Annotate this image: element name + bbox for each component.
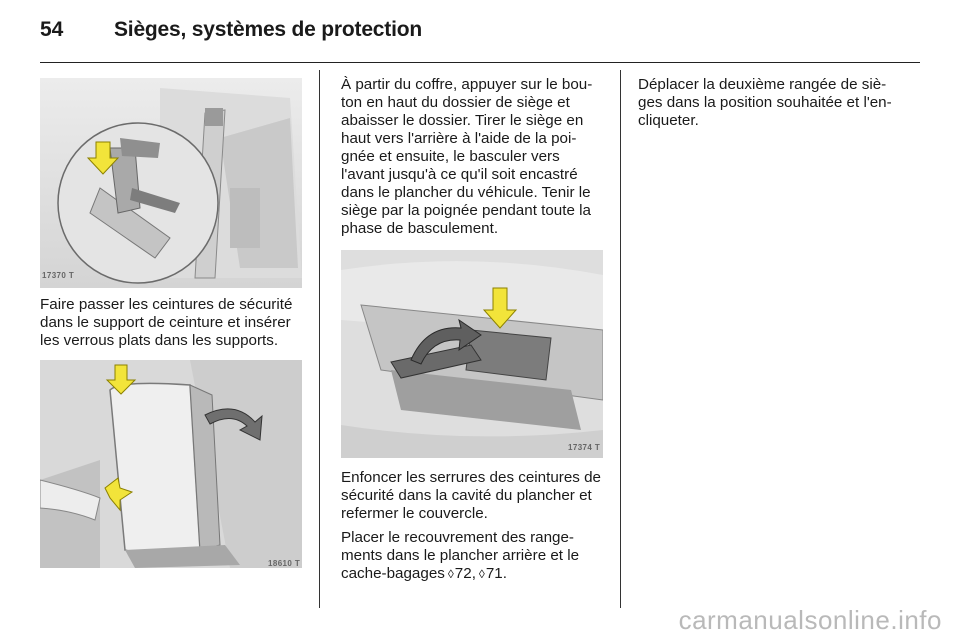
page-reference-link[interactable]: 72, <box>454 565 476 582</box>
figure-code: 18610 T <box>268 559 301 568</box>
seat-floor-cavity-illustration <box>341 250 603 458</box>
instruction-text: À partir du coffre, appuyer sur le bou-ton en haut du dossier de siège et abaisser le dossier. Tirer le siège en haut vers l'arrière à l'aide de la poi-gnée et ensuite, le basculer vers l'avant jusqu'à ce qu'il soit encastré dans le plancher du véhicule. Tenir le siège par la poignée pendant toute la phase de basculement. <box>341 76 593 237</box>
instruction-text: Déplacer la deuxième rangée de siè-ges dans la position souhaitée et l'en-cliqueter. <box>638 76 892 129</box>
page-reference-icon: ◊ <box>447 567 454 581</box>
page-reference-icon: ◊ <box>478 567 485 581</box>
seat-fold-drawing <box>40 360 302 568</box>
column-divider-right <box>620 70 621 608</box>
instruction-text-main: Placer le recouvrement des range-ments dans le plancher arrière et le cache-bagages <box>341 529 580 582</box>
header-rule <box>40 62 920 63</box>
page-reference-link[interactable]: 71. <box>485 565 507 582</box>
seatbelt-holder-illustration <box>40 78 302 288</box>
page-header <box>40 18 920 48</box>
figure-code: 17374 T <box>568 443 601 452</box>
instruction-text: Faire passer les ceintures de sécurité dans le support de ceinture et insérer les verrous plats dans les supports. <box>40 296 293 349</box>
page-title: Sièges, systèmes de protection <box>114 18 422 41</box>
page-number: 54 <box>40 18 64 41</box>
seatbelt-holder-drawing <box>40 78 302 288</box>
seat-fold-illustration <box>40 360 302 568</box>
instruction-text <box>341 529 603 583</box>
instruction-text: Enfoncer les serrures des ceintures de sécurité dans la cavité du plancher et refermer le couvercle. <box>341 469 602 522</box>
watermark: carmanualsonline.info <box>678 605 942 635</box>
floor-cavity-drawing <box>341 250 603 458</box>
column-divider-left <box>319 70 320 608</box>
figure-code: 17370 T <box>42 271 75 280</box>
